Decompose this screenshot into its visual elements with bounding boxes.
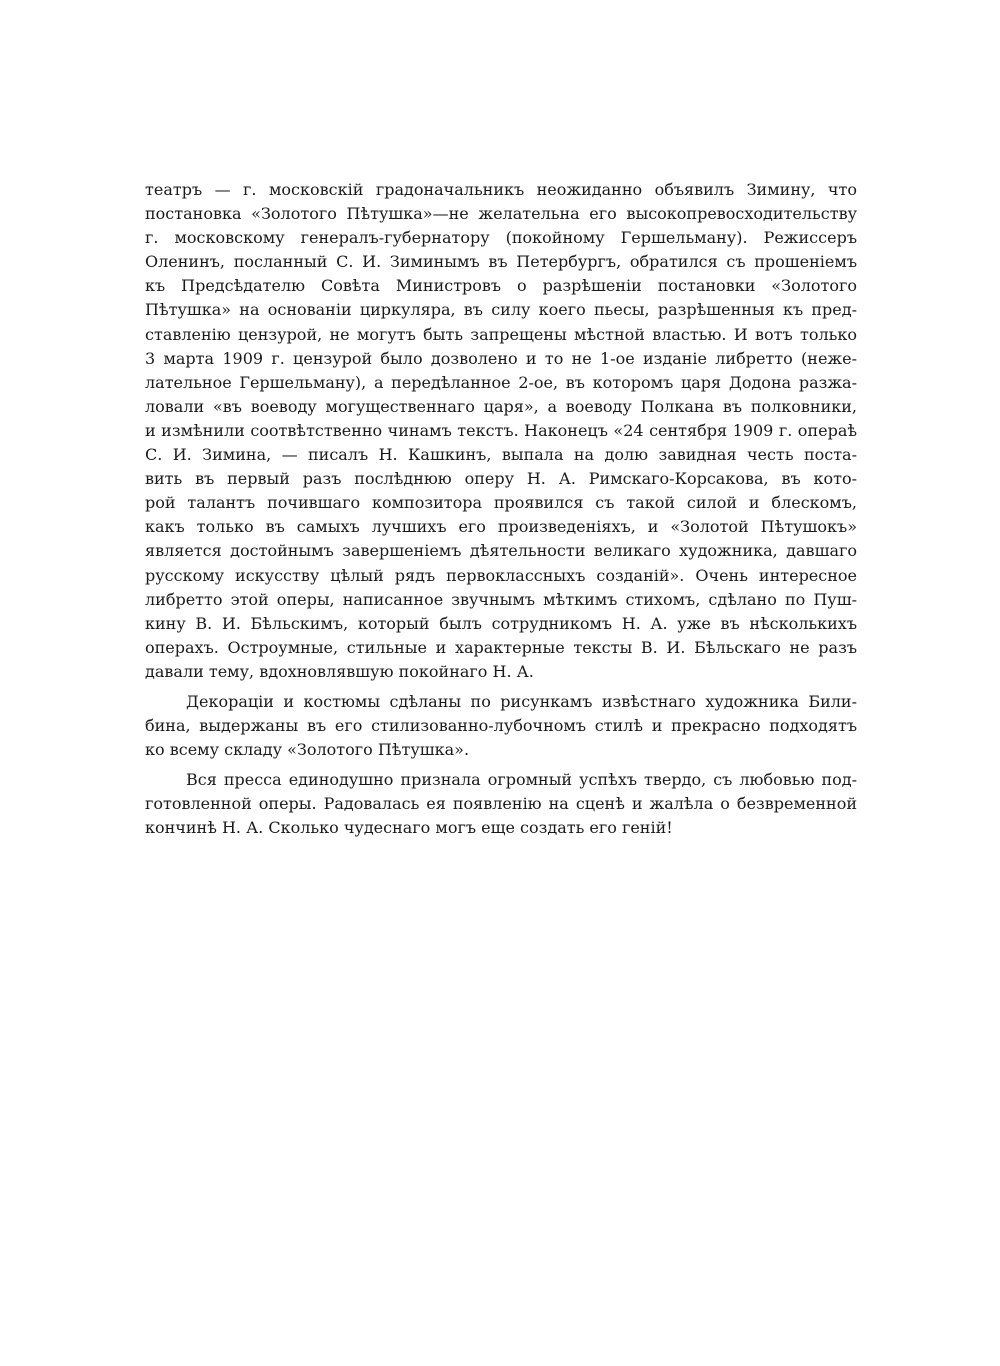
text-line: постановка «Золотого Пѣтушка»—не желательна его высокопревосходительству	[145, 204, 857, 224]
text-line: рой талантъ почившаго композитора проявился съ такой силой и блескомъ,	[145, 493, 857, 513]
text-line: бина, выдержаны въ его стилизованно-лубочномъ стилѣ и прекрасно подходятъ	[145, 716, 857, 736]
text-line: кину В. И. Бѣльскимъ, который былъ сотрудникомъ Н. А. уже въ нѣсколькихъ	[145, 613, 857, 633]
text-line: къ Предсѣдателю Совѣта Министровъ о разрѣшеніи постановки «Золотого	[145, 276, 857, 296]
text-line: операхъ. Остроумные, стильные и характерные тексты В. И. Бѣльскаго не разъ	[145, 637, 857, 657]
text-line: и измѣнили соотвѣтственно чинамъ текстъ. Наконецъ «24 сентября 1909 г. операѣ	[145, 420, 857, 440]
text-line: ко всему складу «Золотого Пѣтушка».	[145, 740, 470, 760]
text-line: какъ только въ самыхъ лучшихъ его произведеніяхъ, и «Золотой Пѣтушокъ»	[145, 517, 857, 537]
text-line: ловали «въ воеводу могущественнаго царя», а воеводу Полкана въ полковники,	[145, 396, 857, 416]
text-line: С. И. Зимина, — писалъ Н. Кашкинъ, выпала на долю завидная честь поста-	[145, 445, 857, 465]
paragraph-1	[145, 178, 857, 684]
text-line: г. московскому генералъ-губернатору (покойному Гершельману). Режиссеръ	[145, 228, 857, 248]
text-line: ставленію цензурой, не могутъ быть запрещены мѣстной властью. И вотъ только	[145, 324, 857, 344]
text-line: театръ — г. московскій градоначальникъ неожиданно объявилъ Зимину, что	[145, 180, 857, 199]
text-line: кончинѣ Н. А. Сколько чудеснаго могъ еще создать его геній!	[145, 818, 673, 838]
paragraph-2	[145, 690, 857, 762]
text-line: Пѣтушка» на основаніи циркуляра, въ силу коего пьесы, разрѣшенныя къ пред-	[145, 300, 857, 320]
text-line: Декораціи и костюмы сдѣланы по рисункамъ извѣстнаго художника Били-	[186, 691, 857, 711]
text-line: давали тему, вдохновлявшую покойнаго Н. А.	[145, 661, 534, 681]
text-line: является достойнымъ завершеніемъ дѣятельности великаго художника, давшаго	[145, 541, 857, 561]
article-text	[145, 178, 857, 841]
paragraph-3	[145, 768, 857, 840]
text-line: либретто этой оперы, написанное звучнымъ мѣткимъ стихомъ, сдѣлано по Пуш-	[145, 589, 857, 609]
text-line: русскому искусству цѣлый рядъ первоклассныхъ созданій». Очень интересное	[145, 565, 857, 585]
text-line: 3 марта 1909 г. цензурой было дозволено и то не 1-ое изданіе либретто (неже-	[145, 348, 857, 368]
text-line: Оленинъ, посланный С. И. Зиминымъ въ Петербургъ, обратился съ прошеніемъ	[145, 252, 857, 272]
text-line: лательное Гершельману), а передѣланное 2-ое, въ которомъ царя Додона разжа-	[145, 372, 857, 392]
text-line: Вся пресса единодушно признала огромный успѣхъ твердо, съ любовью под-	[186, 770, 857, 790]
text-line: готовленной оперы. Радовалась ея появленію на сценѣ и жалѣла о безвременной	[145, 794, 857, 814]
text-line: вить въ первый разъ послѣднюю оперу Н. А. Римскаго-Корсакова, въ кото-	[145, 469, 857, 489]
